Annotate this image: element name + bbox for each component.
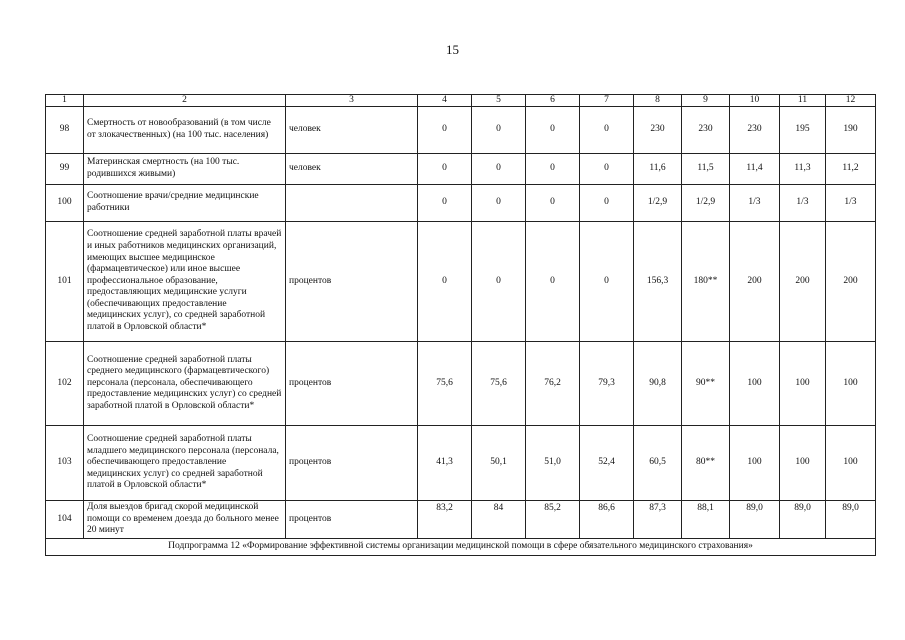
value-cell: 11,2 (826, 154, 876, 185)
value-cell: 51,0 (526, 426, 580, 501)
value-cell: 195 (780, 107, 826, 154)
value-cell: 100 (730, 426, 780, 501)
value-cell: 100 (730, 342, 780, 426)
value-cell: 0 (526, 222, 580, 342)
value-cell: 1/2,9 (682, 185, 730, 222)
page-number: 15 (446, 42, 459, 57)
value-cell: 75,6 (418, 342, 472, 426)
table-row (46, 107, 876, 154)
indicator-name: Соотношение врачи/средние медицинские работники (84, 185, 286, 222)
value-cell: 0 (580, 222, 634, 342)
value-cell: 0 (526, 107, 580, 154)
value-cell: 84 (472, 501, 526, 539)
value-cell: 230 (634, 107, 682, 154)
row-number: 103 (46, 426, 84, 501)
indicator-name: Соотношение средней заработной платы младшего медицинского персонала (персонала, обеспечивающего предоставление медицинских услуг) со средней заработной платой в Орловской области* (84, 426, 286, 501)
value-cell: 88,1 (682, 501, 730, 539)
unit-cell: процентов (286, 342, 418, 426)
column-header: 1 (46, 95, 84, 107)
indicators-table (45, 94, 876, 556)
value-cell: 0 (526, 185, 580, 222)
value-cell: 83,2 (418, 501, 472, 539)
column-header: 4 (418, 95, 472, 107)
indicator-name: Материнская смертность (на 100 тыс. родившихся живыми) (84, 154, 286, 185)
column-header: 5 (472, 95, 526, 107)
value-cell: 75,6 (472, 342, 526, 426)
value-cell: 11,3 (780, 154, 826, 185)
value-cell: 0 (418, 154, 472, 185)
value-cell: 200 (826, 222, 876, 342)
table-row (46, 222, 876, 342)
indicator-name: Смертность от новообразований (в том числе от злокачественных) (на 100 тыс. населения) (84, 107, 286, 154)
value-cell: 200 (780, 222, 826, 342)
value-cell: 0 (580, 107, 634, 154)
value-cell: 0 (418, 107, 472, 154)
value-cell: 1/3 (730, 185, 780, 222)
value-cell: 100 (826, 426, 876, 501)
value-cell: 230 (682, 107, 730, 154)
table-row (46, 501, 876, 539)
column-header: 2 (84, 95, 286, 107)
indicator-name: Доля выездов бригад скорой медицинской помощи со временем доезда до больного менее 20 минут (84, 501, 286, 539)
indicator-name: Соотношение средней заработной платы среднего медицинского (фармацевтического) персонала (персонала, обеспечивающего предоставление медицинских услуг) со средней заработной платой в Орловской области* (84, 342, 286, 426)
value-cell: 86,6 (580, 501, 634, 539)
value-cell: 52,4 (580, 426, 634, 501)
column-header: 12 (826, 95, 876, 107)
value-cell: 190 (826, 107, 876, 154)
value-cell: 0 (472, 222, 526, 342)
row-number: 98 (46, 107, 84, 154)
value-cell: 0 (526, 154, 580, 185)
row-number: 102 (46, 342, 84, 426)
column-header: 6 (526, 95, 580, 107)
unit-cell: человек (286, 154, 418, 185)
unit-cell: процентов (286, 501, 418, 539)
indicator-name: Соотношение средней заработной платы врачей и иных работников медицинских организаций, имеющих высшее медицинское (фармацевтическое) или иное высшее профессиональное образование, предоставляющих медицинские услуги (обеспечивающих предоставление медицинских услуг), со средней заработной платой в Орловской области* (84, 222, 286, 342)
unit-cell: процентов (286, 222, 418, 342)
column-header: 7 (580, 95, 634, 107)
value-cell: 156,3 (634, 222, 682, 342)
row-number: 104 (46, 501, 84, 539)
row-number: 99 (46, 154, 84, 185)
row-number: 100 (46, 185, 84, 222)
value-cell: 1/3 (780, 185, 826, 222)
value-cell: 0 (418, 222, 472, 342)
subprogram-row (46, 539, 876, 556)
value-cell: 100 (780, 342, 826, 426)
column-header: 9 (682, 95, 730, 107)
column-header: 10 (730, 95, 780, 107)
value-cell: 89,0 (730, 501, 780, 539)
unit-cell: человек (286, 107, 418, 154)
column-header: 11 (780, 95, 826, 107)
value-cell: 89,0 (826, 501, 876, 539)
value-cell: 1/2,9 (634, 185, 682, 222)
table-row (46, 342, 876, 426)
value-cell: 0 (472, 107, 526, 154)
table-row (46, 185, 876, 222)
value-cell: 85,2 (526, 501, 580, 539)
value-cell: 0 (472, 185, 526, 222)
table-row (46, 154, 876, 185)
value-cell: 100 (826, 342, 876, 426)
column-header: 3 (286, 95, 418, 107)
value-cell: 200 (730, 222, 780, 342)
table-row (46, 426, 876, 501)
value-cell: 79,3 (580, 342, 634, 426)
column-number-row (46, 95, 876, 107)
value-cell: 0 (472, 154, 526, 185)
value-cell: 89,0 (780, 501, 826, 539)
value-cell: 90** (682, 342, 730, 426)
value-cell: 0 (418, 185, 472, 222)
value-cell: 0 (580, 185, 634, 222)
value-cell: 80** (682, 426, 730, 501)
value-cell: 1/3 (826, 185, 876, 222)
unit-cell (286, 185, 418, 222)
value-cell: 41,3 (418, 426, 472, 501)
value-cell: 230 (730, 107, 780, 154)
value-cell: 60,5 (634, 426, 682, 501)
value-cell: 11,6 (634, 154, 682, 185)
row-number: 101 (46, 222, 84, 342)
value-cell: 11,5 (682, 154, 730, 185)
value-cell: 11,4 (730, 154, 780, 185)
value-cell: 0 (580, 154, 634, 185)
value-cell: 76,2 (526, 342, 580, 426)
value-cell: 87,3 (634, 501, 682, 539)
subprogram-title: Подпрограмма 12 «Формирование эффективной системы организации медицинской помощи в сфере обязательного медицинского страхования» (46, 539, 876, 556)
value-cell: 90,8 (634, 342, 682, 426)
value-cell: 50,1 (472, 426, 526, 501)
value-cell: 180** (682, 222, 730, 342)
value-cell: 100 (780, 426, 826, 501)
column-header: 8 (634, 95, 682, 107)
unit-cell: процентов (286, 426, 418, 501)
